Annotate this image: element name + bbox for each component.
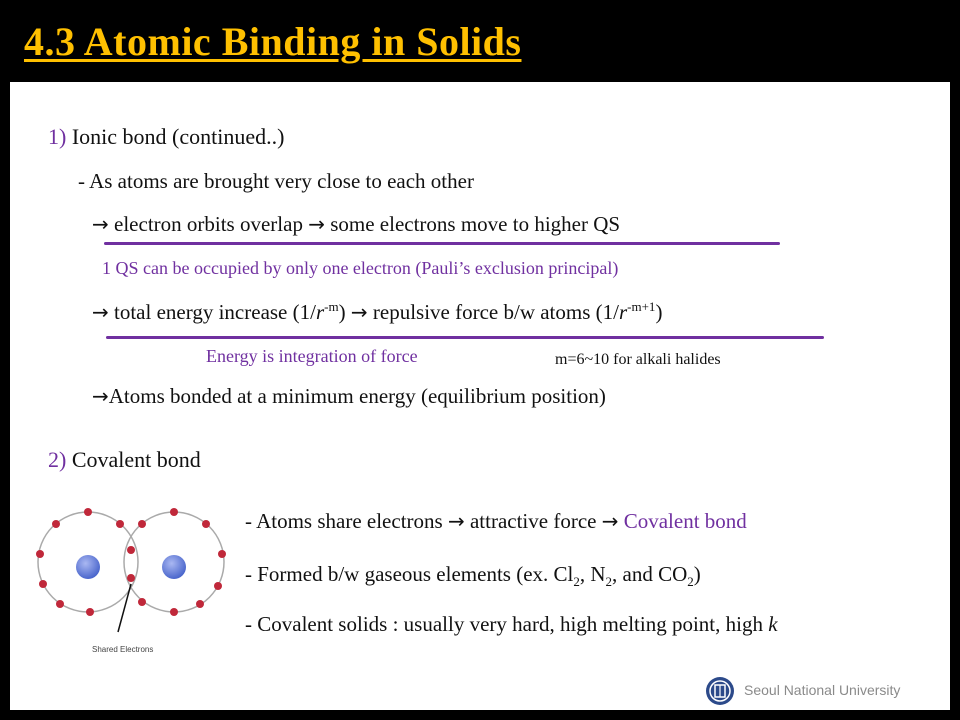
arrow-icon: → xyxy=(92,212,109,236)
electron xyxy=(36,550,44,558)
electron xyxy=(138,520,146,528)
covalent-bullet-2-d: ) xyxy=(693,562,701,586)
electron xyxy=(170,608,178,616)
nucleus-left xyxy=(76,555,100,579)
slide-title: 4.3 Atomic Binding in Solids xyxy=(24,19,522,64)
title-bar xyxy=(0,0,960,82)
covalent-bullet-2-b: , N xyxy=(579,562,606,586)
ionic-line-3-b: ) xyxy=(338,300,346,324)
ionic-line-2 xyxy=(92,212,620,237)
section1-heading xyxy=(48,124,284,150)
ionic-line-2-a: electron orbits overlap xyxy=(114,212,303,236)
energy-note: Energy is integration of force xyxy=(206,346,418,366)
arrow-icon: → xyxy=(447,509,465,533)
exponent-m-plus-1: -m+1 xyxy=(627,299,656,314)
covalent-bullet-2-c: , and CO xyxy=(612,562,688,586)
exponent-m: -m xyxy=(324,299,339,314)
ionic-line-3-a: total energy increase (1/ xyxy=(114,300,316,324)
ionic-line-2-b: some electrons move to higher QS xyxy=(330,212,621,236)
electron xyxy=(116,520,124,528)
electron xyxy=(218,550,226,558)
ionic-line-4 xyxy=(92,384,606,409)
electron xyxy=(214,582,222,590)
shared-electron xyxy=(127,574,135,582)
shared-electrons-pointer xyxy=(118,584,131,632)
shared-electron xyxy=(127,546,135,554)
covalent-bullet-1 xyxy=(245,509,747,534)
university-logo-icon xyxy=(705,676,735,706)
electron xyxy=(56,600,64,608)
ionic-line-3 xyxy=(92,300,662,325)
subscript: 2 xyxy=(687,574,694,590)
covalent-bullet-3 xyxy=(245,612,778,637)
arrow-icon: → xyxy=(350,300,368,324)
electron xyxy=(196,600,204,608)
covalent-bullet-1-b: attractive force xyxy=(469,509,597,533)
arrow-icon: → xyxy=(92,300,109,324)
pauli-note: 1 QS can be occupied by only one electron (Pauli’s exclusion principal) xyxy=(102,258,619,278)
footer-university-name: Seoul National University xyxy=(744,682,901,698)
section2-number: 2) xyxy=(48,447,67,472)
ionic-line-3-d: ) xyxy=(655,300,663,324)
covalent-bullet-1-a: - Atoms share electrons xyxy=(245,509,443,533)
electron xyxy=(138,598,146,606)
electron xyxy=(202,520,210,528)
arrow-icon: → xyxy=(92,384,109,408)
electron xyxy=(170,508,178,516)
purple-underline-1 xyxy=(104,242,780,245)
electrons xyxy=(36,508,226,616)
covalent-bullet-3-a: - Covalent solids : usually very hard, high melting point, high xyxy=(245,612,769,636)
subscript: 2 xyxy=(605,574,613,590)
covalent-bullet-1-c: Covalent bond xyxy=(623,509,747,533)
slide-body xyxy=(10,82,950,710)
purple-underline-2 xyxy=(106,336,824,339)
subscript: 2 xyxy=(573,574,580,590)
electron xyxy=(52,520,60,528)
electron xyxy=(86,608,94,616)
ionic-line-3-c: repulsive force b/w atoms (1/ xyxy=(372,300,619,324)
section2-title: Covalent bond xyxy=(71,447,201,472)
electron xyxy=(39,580,47,588)
arrow-icon: → xyxy=(308,212,325,236)
alkali-note: m=6~10 for alkali halides xyxy=(555,351,721,368)
section1-number: 1) xyxy=(48,124,67,149)
r-variable: r xyxy=(618,300,628,324)
ionic-line-4-text: Atoms bonded at a minimum energy (equilibrium position) xyxy=(108,384,606,408)
section2-heading xyxy=(48,447,201,473)
covalent-bond-diagram xyxy=(30,492,240,660)
section1-title: Ionic bond (continued..) xyxy=(71,124,285,149)
covalent-bullet-2 xyxy=(245,562,701,590)
ionic-line-1: - As atoms are brought very close to each other xyxy=(78,169,474,193)
r-variable: r xyxy=(315,300,325,324)
covalent-bullet-2-a: - Formed b/w gaseous elements (ex. Cl xyxy=(245,562,574,586)
nucleus-right xyxy=(162,555,186,579)
k-variable: k xyxy=(768,612,778,636)
electron xyxy=(84,508,92,516)
arrow-icon: → xyxy=(601,509,619,533)
shared-electrons-caption: Shared Electrons xyxy=(92,645,154,654)
